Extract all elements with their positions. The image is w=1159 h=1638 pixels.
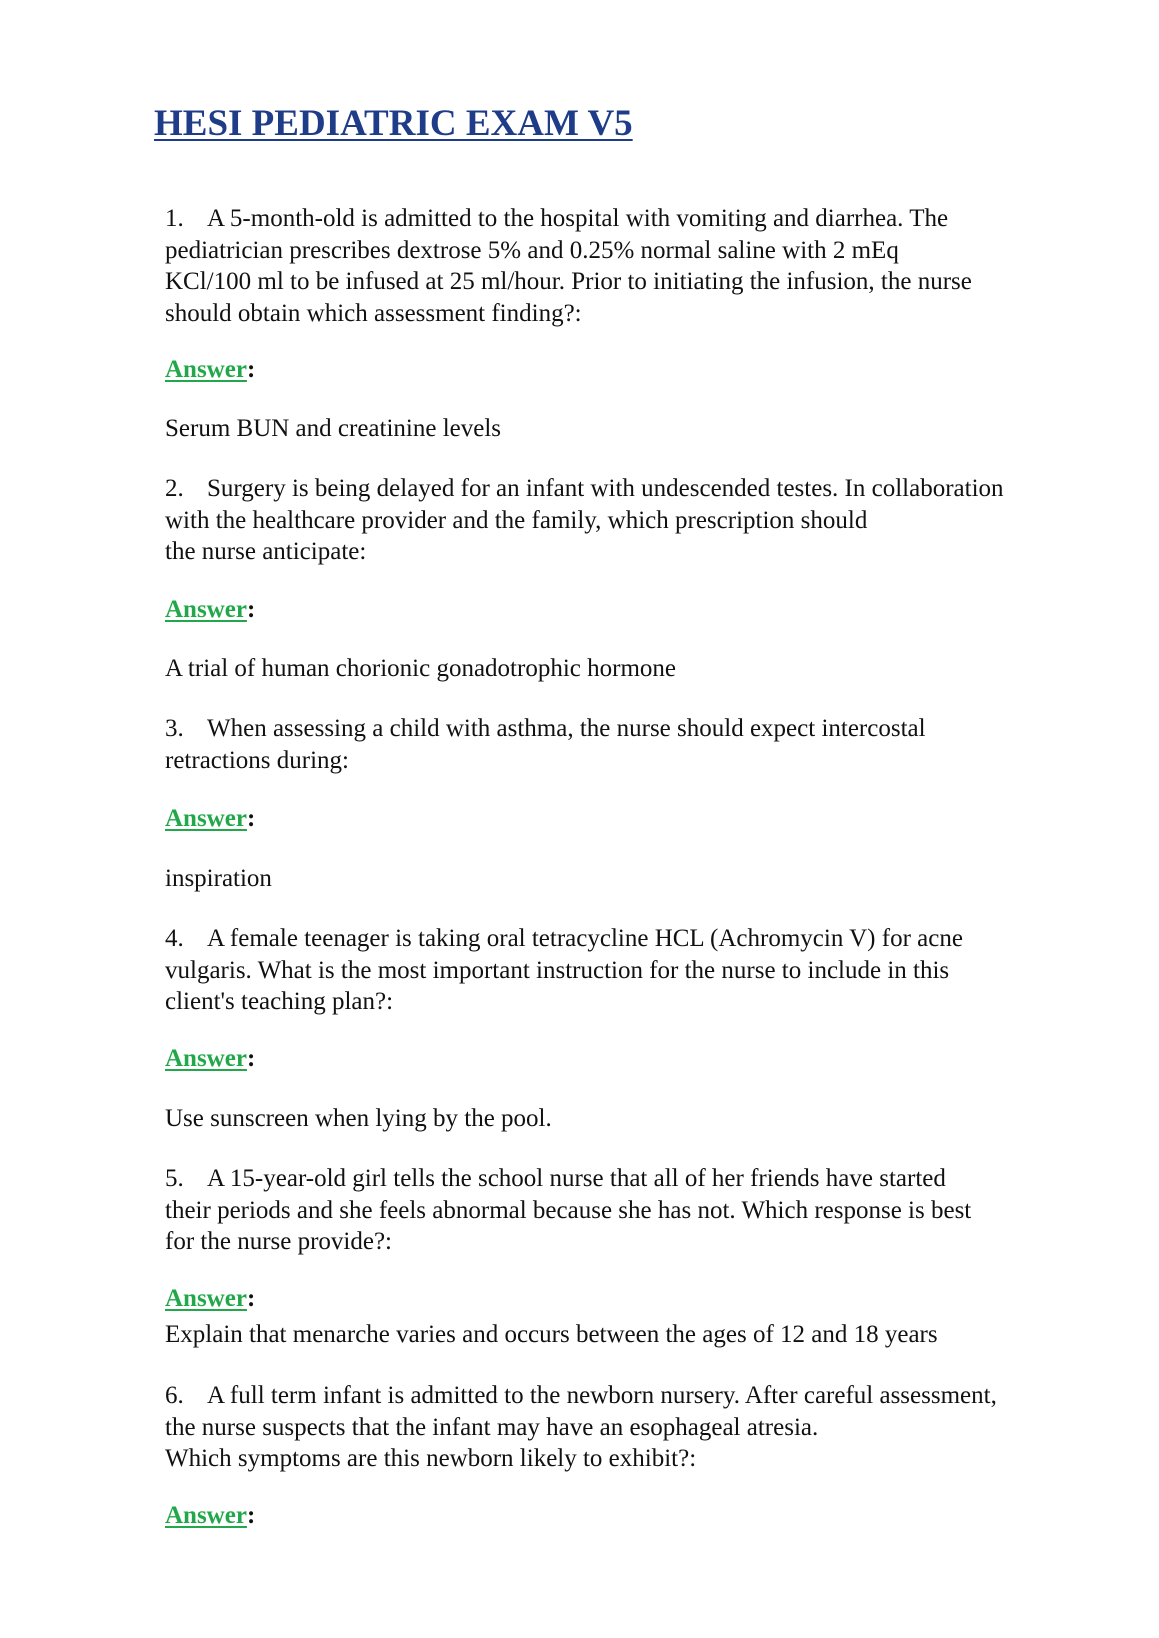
question-text-line: A 15-year-old girl tells the school nurse that all of her friends have started	[207, 1165, 946, 1192]
answer-label	[165, 1043, 255, 1075]
answer-text: Serum BUN and creatinine levels	[165, 415, 502, 442]
answer-colon: :	[246, 1045, 256, 1072]
question-6	[165, 1380, 1105, 1475]
question-text-line: pediatrician prescribes dextrose 5% and 0.25% normal saline with 2 mEq	[165, 236, 899, 264]
question-text-line: A 5-month-old is admitted to the hospital with vomiting and diarrhea. The	[207, 205, 949, 232]
question-1	[165, 203, 1105, 329]
answer-label	[165, 803, 255, 835]
question-number: 2.	[165, 475, 184, 502]
answer-colon: :	[246, 596, 256, 623]
question-text-line: with the healthcare provider and the family, which prescription should	[165, 506, 868, 534]
question-text-line: A female teenager is taking oral tetracycline HCL (Achromycin V) for acne	[207, 925, 963, 952]
question-text-line: Surgery is being delayed for an infant with undescended testes. In collaboration	[207, 475, 1004, 502]
answer-label	[165, 594, 255, 626]
answer-colon: :	[246, 1285, 256, 1312]
question-3	[165, 713, 1105, 776]
question-text-line: Which symptoms are this newborn likely to exhibit?:	[165, 1445, 697, 1472]
answer-colon: :	[246, 805, 256, 832]
question-text-line: their periods and she feels abnormal because she has not. Which response is best	[165, 1196, 972, 1224]
question-text-line: the nurse suspects that the infant may have an esophageal atresia.	[165, 1413, 819, 1441]
answer-word: Answer	[165, 1285, 247, 1312]
question-4	[165, 923, 1105, 1018]
answer-label	[165, 354, 255, 386]
answer-colon: :	[246, 356, 256, 383]
question-text-line: vulgaris. What is the most important instruction for the nurse to include in this	[165, 956, 950, 984]
question-text-line: should obtain which assessment finding?:	[165, 299, 582, 327]
question-number: 1.	[165, 205, 184, 232]
answer-word: Answer	[165, 356, 247, 383]
answer-word: Answer	[165, 1502, 247, 1529]
answer-word: Answer	[165, 596, 247, 623]
question-text-line: client's teaching plan?:	[165, 988, 394, 1015]
question-number: 6.	[165, 1382, 184, 1409]
answer-label	[165, 1500, 255, 1532]
question-text-line: for the nurse provide?:	[165, 1228, 393, 1255]
question-text-line: retractions during:	[165, 746, 349, 774]
question-text-line: When assessing a child with asthma, the nurse should expect intercostal	[207, 715, 926, 742]
question-text-line: the nurse anticipate:	[165, 538, 367, 565]
answer-text: Use sunscreen when lying by the pool.	[165, 1105, 552, 1132]
question-number: 4.	[165, 925, 184, 952]
answer-text: A trial of human chorionic gonadotrophic hormone	[165, 655, 676, 682]
question-2	[165, 473, 1105, 568]
answer-text: inspiration	[165, 865, 272, 892]
answer-text: Explain that menarche varies and occurs between the ages of 12 and 18 years	[165, 1321, 938, 1348]
answer-colon: :	[246, 1502, 256, 1529]
document-title: HESI PEDIATRIC EXAM V5	[154, 103, 633, 144]
question-text-line: A full term infant is admitted to the newborn nursery. After careful assessment,	[207, 1382, 997, 1409]
answer-word: Answer	[165, 805, 247, 832]
question-5	[165, 1163, 1105, 1258]
question-number: 3.	[165, 715, 184, 742]
answer-word: Answer	[165, 1045, 247, 1072]
question-text-line: KCl/100 ml to be infused at 25 ml/hour. Prior to initiating the infusion, the nurse	[165, 268, 972, 295]
question-number: 5.	[165, 1165, 184, 1192]
answer-label	[165, 1283, 255, 1315]
